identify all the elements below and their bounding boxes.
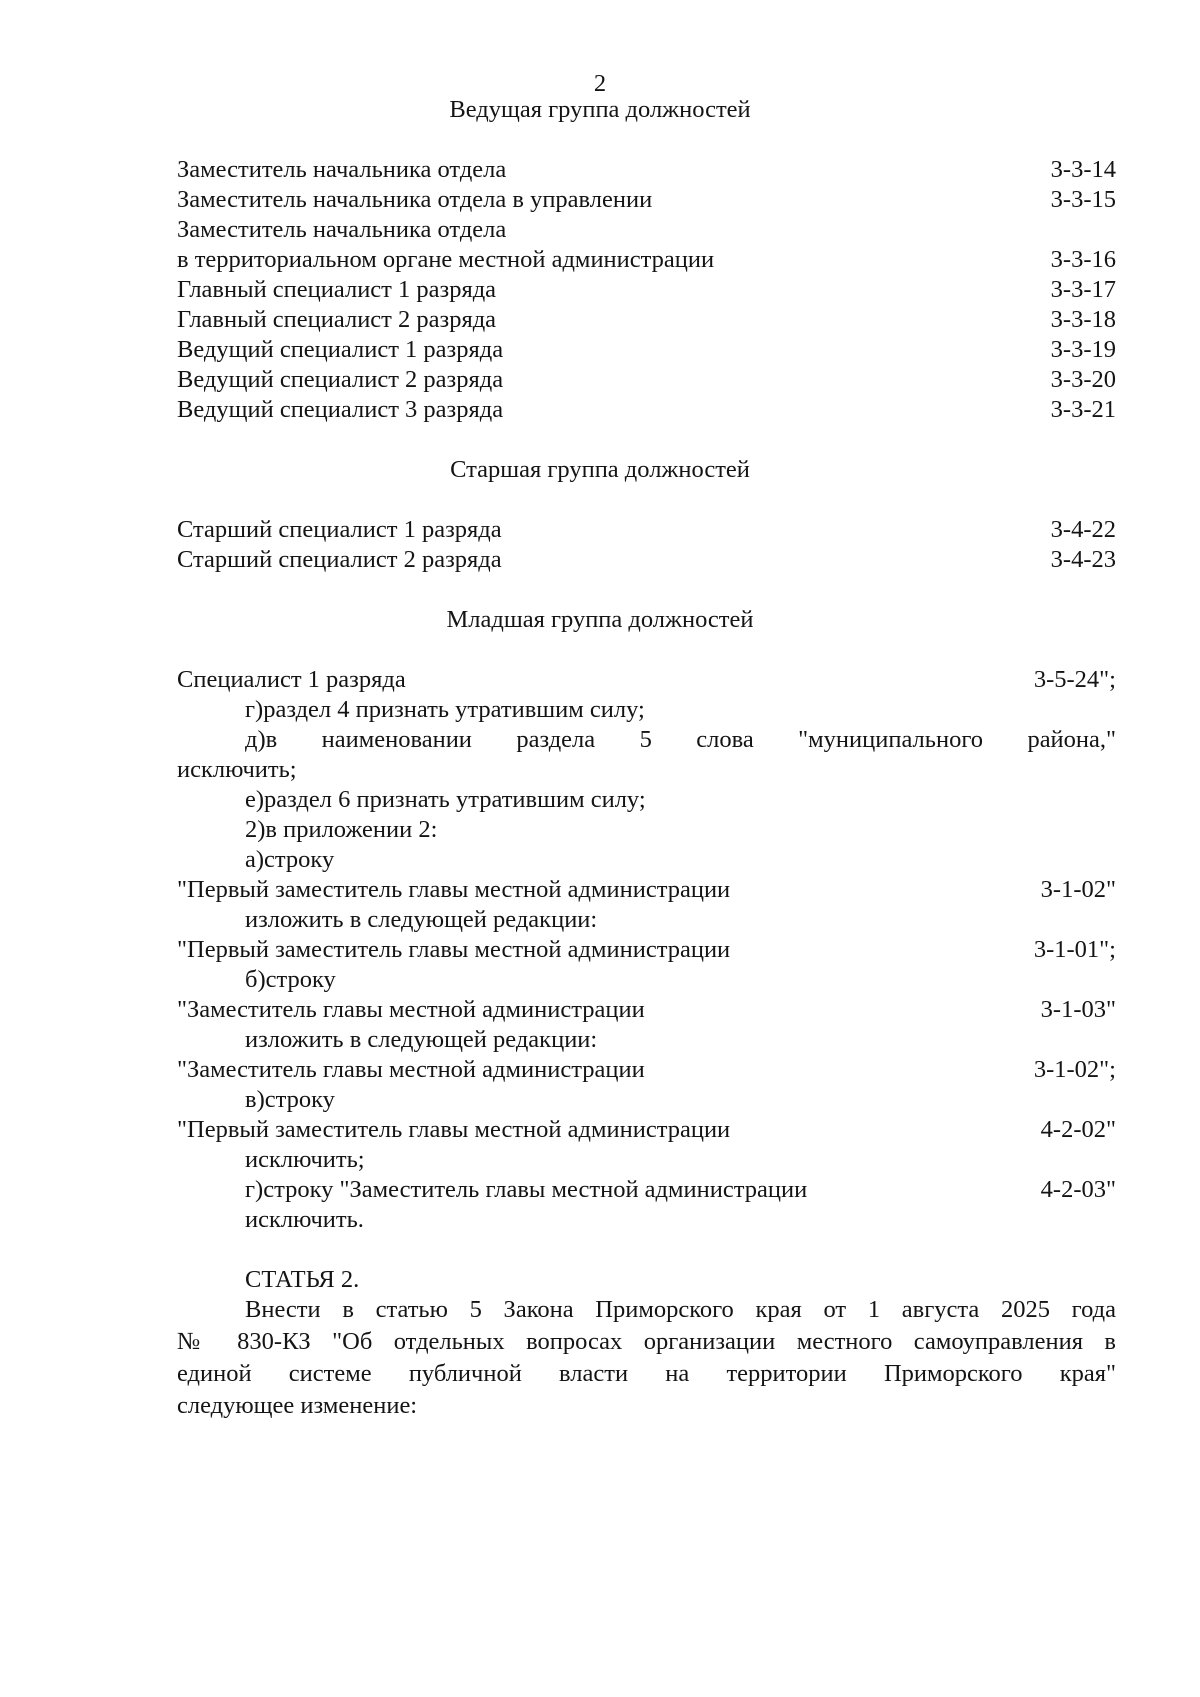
position-code: 3-3-15 (1050, 186, 1116, 213)
amendment-item: в)строку (245, 1086, 335, 1113)
position-label: Главный специалист 1 разряда (177, 276, 497, 303)
page-number: 2 (593, 70, 607, 97)
article-body (177, 1294, 1116, 1422)
amendment-instruction: изложить в следующей редакции: (245, 906, 598, 933)
word: раздела (516, 726, 596, 753)
position-code: 4-2-02" (1040, 1116, 1116, 1143)
position-code: 3-3-20 (1050, 366, 1116, 393)
position-code: 3-4-22 (1050, 516, 1116, 543)
position-row (177, 664, 1116, 696)
position-code: 3-4-23 (1050, 546, 1116, 573)
position-label: Главный специалист 2 разряда (177, 306, 497, 333)
article-title: СТАТЬЯ 2. (245, 1266, 360, 1293)
article-line: единой системе публичной власти на территории Приморского края" (177, 1360, 1116, 1387)
word: "муниципального (798, 726, 984, 753)
word: д)в (245, 726, 278, 753)
group-heading-junior: Младшая группа должностей (446, 606, 754, 633)
amendment-item: б)строку (245, 966, 336, 993)
position-code: 3-1-02" (1040, 876, 1116, 903)
word: наименовании (321, 726, 472, 753)
position-label: г)строку "Заместитель главы местной администрации (245, 1176, 808, 1203)
position-label: "Первый заместитель главы местной администрации (177, 1116, 731, 1143)
word: 5 (639, 726, 652, 753)
position-code: 3-3-19 (1050, 336, 1116, 363)
word: слова (696, 726, 754, 753)
group-heading-senior: Старшая группа должностей (450, 456, 750, 483)
article-line: следующее изменение: (177, 1392, 418, 1419)
position-code: 3-3-21 (1050, 396, 1116, 423)
position-label: "Заместитель главы местной администрации (177, 996, 645, 1023)
position-label: Специалист 1 разряда (177, 666, 406, 693)
article-line: Внести в статью 5 Закона Приморского края от 1 августа 2025 года (245, 1296, 1116, 1323)
position-code: 3-5-24"; (1033, 666, 1116, 693)
amendment-item: 2)в приложении 2: (245, 816, 438, 843)
amended-row (177, 934, 1116, 966)
position-row (177, 274, 1116, 306)
amendment-item-justified (245, 724, 1116, 756)
position-label: Заместитель начальника отдела (177, 216, 507, 243)
position-row (177, 214, 1116, 246)
position-label: "Заместитель главы местной администрации (177, 1056, 645, 1083)
position-row (177, 154, 1116, 186)
position-row (177, 514, 1116, 546)
position-code: 3-3-17 (1050, 276, 1116, 303)
amendment-instruction: изложить в следующей редакции: (245, 1026, 598, 1053)
position-code: 3-1-01"; (1033, 936, 1116, 963)
position-row (177, 304, 1116, 336)
group-heading-leading: Ведущая группа должностей (449, 96, 751, 123)
amendment-item: а)строку (245, 846, 335, 873)
position-label: Заместитель начальника отдела (177, 156, 507, 183)
position-label: Старший специалист 2 разряда (177, 546, 502, 573)
position-code: 3-3-14 (1050, 156, 1116, 183)
position-row (177, 334, 1116, 366)
article-line: № 830-КЗ "Об отдельных вопросах организации местного самоуправления в (177, 1328, 1116, 1355)
position-code: 3-3-18 (1050, 306, 1116, 333)
position-row (177, 544, 1116, 576)
position-code: 4-2-03" (1040, 1176, 1116, 1203)
position-row (177, 184, 1116, 216)
position-label: "Первый заместитель главы местной администрации (177, 936, 731, 963)
amended-row (177, 1114, 1116, 1146)
amended-row (177, 994, 1116, 1026)
position-row (177, 394, 1116, 426)
position-code: 3-3-16 (1050, 246, 1116, 273)
word: района," (1027, 726, 1117, 753)
position-label: Старший специалист 1 разряда (177, 516, 502, 543)
position-label: Ведущий специалист 1 разряда (177, 336, 504, 363)
amended-row (245, 1174, 1116, 1206)
position-code: 3-1-02"; (1033, 1056, 1116, 1083)
amended-row (177, 874, 1116, 906)
position-row (177, 364, 1116, 396)
amendment-item: е)раздел 6 признать утратившим силу; (245, 786, 646, 813)
position-code: 3-1-03" (1040, 996, 1116, 1023)
amendment-instruction: исключить. (245, 1206, 364, 1233)
position-label: "Первый заместитель главы местной администрации (177, 876, 731, 903)
amendment-text: исключить; (177, 756, 297, 783)
amendment-instruction: исключить; (245, 1146, 365, 1173)
position-label: в территориальном органе местной администрации (177, 246, 715, 273)
position-label: Ведущий специалист 2 разряда (177, 366, 504, 393)
position-label: Заместитель начальника отдела в управлении (177, 186, 653, 213)
amendment-item: г)раздел 4 признать утратившим силу; (245, 696, 645, 723)
amended-row (177, 1054, 1116, 1086)
position-label: Ведущий специалист 3 разряда (177, 396, 504, 423)
position-row (177, 244, 1116, 276)
